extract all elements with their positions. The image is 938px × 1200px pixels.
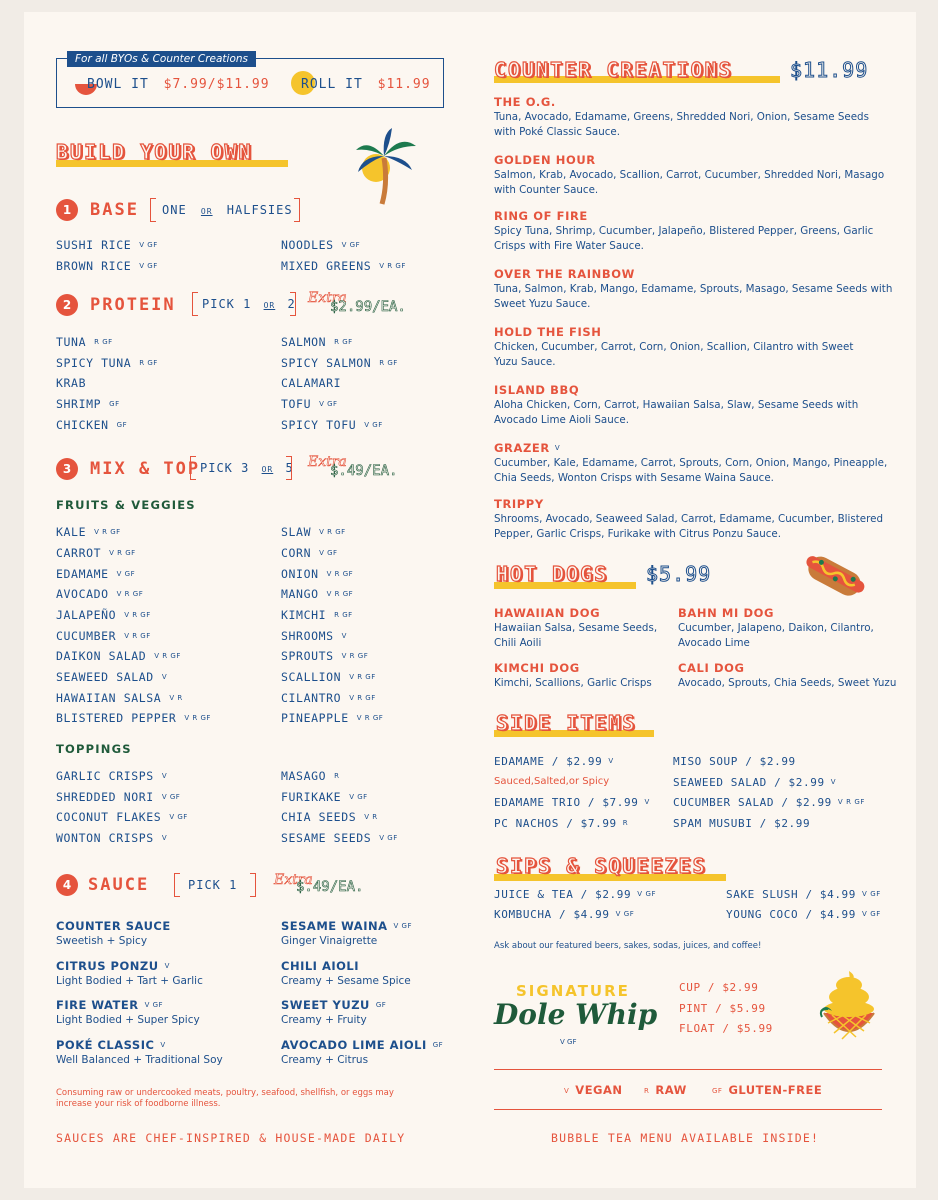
bracket-right (294, 198, 300, 222)
hot-dog-name: BAHN MI DOG (678, 606, 775, 620)
bowl-it-label: BOWL IT (87, 77, 149, 92)
creation-name: HOLD THE FISH (494, 325, 602, 339)
fruits-veggies-heading: FRUITS & VEGGIES (56, 498, 196, 512)
list-item: CARROT V R GF (56, 546, 136, 560)
sauce-name: CHILI AIOLI (281, 959, 360, 973)
protein-extra-word: Extra (308, 290, 347, 306)
creation-desc: Salmon, Krab, Avocado, Scallion, Carrot, Cucumber, Shredded Nori, Masago with Counter Sauce. (494, 169, 885, 196)
bracket-left (150, 198, 156, 222)
sauce-pick: PICK 1 (188, 878, 238, 892)
bubble-tea-footer: BUBBLE TEA MENU AVAILABLE INSIDE! (551, 1131, 820, 1145)
protein-pick: PICK 1 (202, 297, 252, 311)
legend-gluten-free: GF GLUTEN-FREE (712, 1083, 823, 1097)
dole-whip-price: FLOAT / $5.99 (679, 1022, 773, 1035)
list-item: MIXED GREENS V R GF (281, 259, 406, 273)
list-item: BLISTERED PEPPER V R GF (56, 711, 211, 725)
toppings-heading: TOPPINGS (56, 742, 132, 756)
protein-or: OR (263, 301, 276, 310)
mix-top-title: MIX & TOP (90, 459, 201, 479)
sauce-desc: Creamy + Fruity (281, 1014, 367, 1026)
list-item: SEAWEED SALAD V (56, 670, 168, 684)
list-item: ONION V R GF (281, 567, 354, 581)
hot-dogs-title: HOT DOGS (496, 562, 609, 586)
list-item: SPICY TUNA R GF (56, 356, 158, 370)
step-3-circle: 3 (56, 458, 78, 480)
list-item: KALE V R GF (56, 525, 121, 539)
sauce-desc: Sweetish + Spicy (56, 935, 148, 947)
dole-whip-title: Dole Whip (494, 998, 658, 1031)
creation-desc: Tuna, Avocado, Edamame, Greens, Shredded Nori, Onion, Sesame Seeds with Poké Classic Sauce. (494, 111, 869, 138)
protein-pick2: 2 (287, 297, 296, 311)
dole-whip-price: PINT / $5.99 (679, 1002, 766, 1015)
creation-name: RING OF FIRE (494, 209, 588, 223)
list-item: SHROOMS V (281, 629, 347, 643)
creation-name: OVER THE RAINBOW (494, 267, 635, 281)
sauce-desc: Light Bodied + Super Spicy (56, 1014, 200, 1026)
counter-creations-title: COUNTER CREATIONS (494, 58, 733, 82)
list-item: TOFU V GF (281, 397, 338, 411)
list-item: CILANTRO V R GF (281, 691, 376, 705)
side-item: PC NACHOS / $7.99 R (494, 817, 629, 830)
hot-dog-desc: Kimchi, Scallions, Garlic Crisps (494, 677, 652, 689)
sauce-name: SWEET YUZU GF (281, 998, 387, 1012)
legend-vegan: V VEGAN (564, 1083, 623, 1097)
build-your-own-title: BUILD YOUR OWN (56, 140, 253, 164)
sauce-name: SESAME WAINA V GF (281, 919, 412, 933)
side-item: EDAMAME / $2.99 V (494, 755, 614, 768)
base-pick-halfsies: HALFSIES (226, 203, 293, 217)
list-item: WONTON CRISPS V (56, 831, 168, 845)
sauces-footer: SAUCES ARE CHEF-INSPIRED & HOUSE-MADE DAILY (56, 1131, 406, 1145)
hot-dog-desc: Hawaiian Salsa, Sesame Seeds, Chili Aoili (494, 622, 658, 649)
sauce-extra-word: Extra (274, 872, 313, 888)
list-item: MANGO V R GF (281, 587, 354, 601)
sauce-desc: Light Bodied + Tart + Garlic (56, 975, 203, 987)
sauce-title: SAUCE (88, 875, 150, 895)
sauce-desc: Creamy + Citrus (281, 1054, 369, 1066)
side-item: CUCUMBER SALAD / $2.99 V R GF (673, 796, 866, 809)
list-item: HAWAIIAN SALSA V R (56, 691, 183, 705)
legend-raw: R RAW (644, 1083, 687, 1097)
list-item: SALMON R GF (281, 335, 353, 349)
bracket-left (192, 292, 198, 316)
list-item: KRAB (56, 376, 87, 390)
step-1-circle: 1 (56, 199, 78, 221)
roll-it-price: $11.99 (377, 77, 431, 92)
list-item: CALAMARI (281, 376, 342, 390)
list-item: NOODLES V GF (281, 238, 361, 252)
sauce-name: AVOCADO LIME AIOLI GF (281, 1038, 444, 1052)
side-items-title: SIDE ITEMS (496, 711, 637, 735)
mix-pick2: 5 (285, 461, 294, 475)
list-item: BROWN RICE V GF (56, 259, 158, 273)
hot-dog-name: KIMCHI DOG (494, 661, 580, 675)
creation-name: GRAZER V (494, 441, 561, 455)
list-item: SUSHI RICE V GF (56, 238, 158, 252)
hot-dog-desc: Cucumber, Jalapeno, Daikon, Cilantro, Avocado Lime (678, 622, 874, 649)
list-item: SCALLION V R GF (281, 670, 376, 684)
list-item: MASAGO R (281, 769, 340, 783)
list-item: KIMCHI R GF (281, 608, 353, 622)
dole-whip-price: CUP / $2.99 (679, 981, 759, 994)
bracket-right (250, 873, 256, 897)
bracket-left (174, 873, 180, 897)
list-item: SPICY SALMON R GF (281, 356, 398, 370)
bowl-roll-price-box (56, 53, 444, 108)
step-4-circle: 4 (56, 874, 78, 896)
protein-extra-price: $2.99/EA. (330, 299, 406, 315)
list-item: COCONUT FLAKES V GF (56, 810, 188, 824)
creation-name: GOLDEN HOUR (494, 153, 596, 167)
creation-desc: Tuna, Salmon, Krab, Mango, Edamame, Sprouts, Masago, Sesame Seeds with Sweet Yuzu Sauce. (494, 283, 893, 310)
sauce-desc: Well Balanced + Traditional Soy (56, 1054, 223, 1066)
byo-tag-label: For all BYOs & Counter Creations (67, 51, 256, 67)
hot-dogs-price: $5.99 (646, 562, 712, 586)
divider (494, 1109, 882, 1110)
creation-desc: Chicken, Cucumber, Carrot, Corn, Onion, Scallion, Cilantro with Sweet Yuzu Sauce. (494, 341, 854, 368)
palm-tree-icon (354, 128, 418, 208)
list-item: CUCUMBER V R GF (56, 629, 151, 643)
side-item: SPAM MUSUBI / $2.99 (673, 817, 811, 830)
side-item: EDAMAME TRIO / $7.99 V (494, 796, 650, 809)
bowl-it-price: $7.99/$11.99 (163, 77, 270, 92)
bracket-right (286, 456, 292, 480)
creation-name: THE O.G. (494, 95, 556, 109)
list-item: EDAMAME V GF (56, 567, 136, 581)
sauce-extra-price: $.49/EA. (296, 879, 364, 895)
list-item: CORN V GF (281, 546, 338, 560)
base-pick-one: ONE (162, 203, 187, 217)
drink-item: KOMBUCHA / $4.99 V GF (494, 908, 635, 921)
base-or: OR (200, 207, 213, 216)
divider (494, 1069, 882, 1070)
side-item: MISO SOUP / $2.99 (673, 755, 796, 768)
list-item: JALAPEÑO V R GF (56, 608, 151, 622)
list-item: SHREDDED NORI V GF (56, 790, 181, 804)
mix-extra-price: $.49/EA. (330, 463, 398, 479)
list-item: GARLIC CRISPS V (56, 769, 168, 783)
list-item: TUNA R GF (56, 335, 113, 349)
hot-dog-desc: Avocado, Sprouts, Chia Seeds, Sweet Yuzu (678, 677, 897, 689)
list-item: SPROUTS V R GF (281, 649, 369, 663)
mix-extra-word: Extra (308, 454, 347, 470)
bracket-right (290, 292, 296, 316)
list-item: DAIKON SALAD V R GF (56, 649, 181, 663)
edamame-note: Sauced,Salted,or Spicy (494, 776, 610, 787)
list-item: SLAW V R GF (281, 525, 346, 539)
sauce-name: POKÉ CLASSIC V (56, 1038, 166, 1052)
creation-desc: Cucumber, Kale, Edamame, Carrot, Sprouts, Corn, Onion, Mango, Pineapple, Chia Seeds, Wonton Crisps with Sesame Waina Sauce. (494, 457, 888, 484)
sauce-name: FIRE WATER V GF (56, 998, 164, 1012)
creation-desc: Shrooms, Avocado, Seaweed Salad, Carrot, Edamame, Cucumber, Blistered Pepper, Garlic Crisps, Furikake with Citrus Ponzu Sauce. (494, 513, 884, 540)
sauce-name: CITRUS PONZU V (56, 959, 170, 973)
drink-item: JUICE & TEA / $2.99 V GF (494, 888, 657, 901)
protein-title: PROTEIN (90, 295, 176, 315)
drinks-note: Ask about our featured beers, sakes, sodas, juices, and coffee! (494, 941, 762, 951)
list-item: PINEAPPLE V R GF (281, 711, 384, 725)
list-item: CHICKEN GF (56, 418, 128, 432)
hot-dog-icon (800, 546, 868, 608)
dole-whip-cone-icon (816, 967, 882, 1045)
sauce-desc: Ginger Vinaigrette (281, 935, 378, 947)
side-item: SEAWEED SALAD / $2.99 V (673, 776, 837, 789)
hot-dog-name: CALI DOG (678, 661, 745, 675)
sips-title: SIPS & SQUEEZES (496, 854, 707, 878)
signature-label: SIGNATURE (516, 982, 630, 1000)
drink-item: SAKE SLUSH / $4.99 V GF (726, 888, 881, 901)
food-safety-disclaimer: Consuming raw or undercooked meats, poultry, seafood, shellfish, or eggs may increase your risk of foodborne illness. (56, 1088, 394, 1109)
mix-pick: PICK 3 (200, 461, 250, 475)
creation-desc: Aloha Chicken, Corn, Carrot, Hawaiian Salsa, Slaw, Sesame Seeds with Avocado Lime Aioli Sauce. (494, 399, 859, 426)
bracket-left (190, 456, 196, 480)
hot-dog-name: HAWAIIAN DOG (494, 606, 601, 620)
step-2-circle: 2 (56, 294, 78, 316)
creation-desc: Spicy Tuna, Shrimp, Cucumber, Jalapeño, Blistered Pepper, Greens, Garlic Crisps with Fire Water Sauce. (494, 225, 874, 252)
mix-or: OR (261, 465, 274, 474)
list-item: SPICY TOFU V GF (281, 418, 383, 432)
creation-name: TRIPPY (494, 497, 544, 511)
creation-name: ISLAND BBQ (494, 383, 580, 397)
list-item: SHRIMP GF (56, 397, 120, 411)
menu-page (24, 12, 916, 1188)
list-item: SESAME SEEDS V GF (281, 831, 398, 845)
list-item: FURIKAKE V GF (281, 790, 368, 804)
dole-whip-tags: V GF (560, 1038, 577, 1046)
counter-creations-price: $11.99 (790, 58, 869, 82)
roll-it-label: ROLL IT (301, 77, 363, 92)
sauce-desc: Creamy + Sesame Spice (281, 975, 411, 987)
drink-item: YOUNG COCO / $4.99 V GF (726, 908, 881, 921)
sauce-name: COUNTER SAUCE (56, 919, 171, 933)
list-item: AVOCADO V R GF (56, 587, 144, 601)
list-item: CHIA SEEDS V R (281, 810, 378, 824)
base-title: BASE (90, 200, 139, 220)
